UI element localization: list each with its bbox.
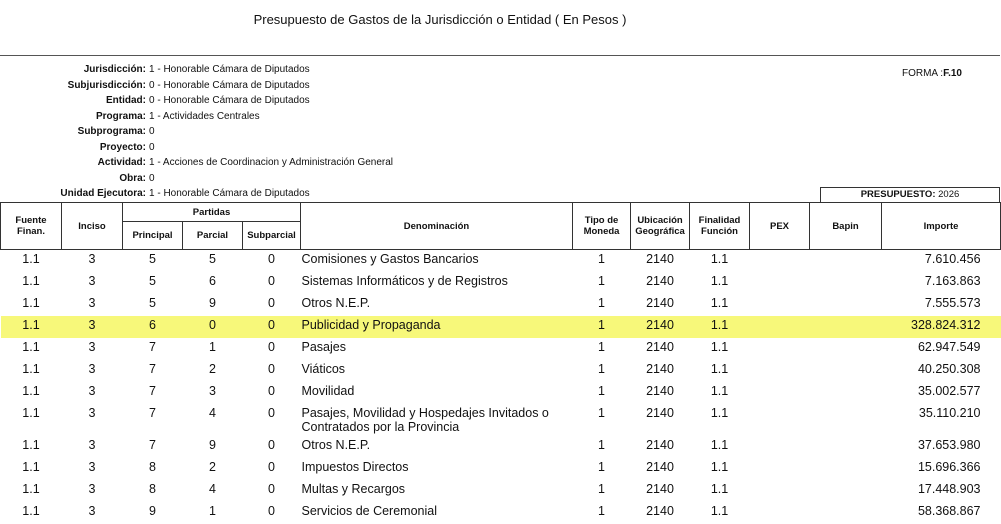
cell-tipo-moneda: 1 xyxy=(573,294,631,316)
meta-label: Entidad: xyxy=(0,93,149,109)
cell-parcial: 9 xyxy=(183,436,243,458)
cell-fuente: 1.1 xyxy=(1,458,62,480)
cell-ubicacion: 2140 xyxy=(631,250,690,273)
cell-inciso: 3 xyxy=(62,382,123,404)
cell-subparcial: 0 xyxy=(243,458,301,480)
table-row xyxy=(1,404,1001,436)
cell-denominacion: Comisiones y Gastos Bancarios xyxy=(301,250,573,273)
cell-subparcial: 0 xyxy=(243,338,301,360)
cell-parcial: 1 xyxy=(183,338,243,360)
meta-value: 0 xyxy=(149,124,155,140)
header-parcial: Parcial xyxy=(183,222,243,250)
meta-value: 0 - Honorable Cámara de Diputados xyxy=(149,93,310,109)
forma-label-text: FORMA : xyxy=(902,68,943,79)
meta-row xyxy=(0,155,800,171)
table-row xyxy=(1,250,1001,273)
cell-subparcial: 0 xyxy=(243,502,301,524)
presupuesto-label: PRESUPUESTO: xyxy=(861,189,936,200)
cell-inciso: 3 xyxy=(62,404,123,436)
cell-principal: 5 xyxy=(123,294,183,316)
cell-inciso: 3 xyxy=(62,294,123,316)
table-row xyxy=(1,382,1001,404)
cell-tipo-moneda: 1 xyxy=(573,480,631,502)
top-divider xyxy=(0,55,1000,56)
cell-pex xyxy=(750,436,810,458)
cell-principal: 8 xyxy=(123,480,183,502)
header-bapin: Bapin xyxy=(810,203,882,250)
meta-value: 0 - Honorable Cámara de Diputados xyxy=(149,78,310,94)
meta-value: 1 - Honorable Cámara de Diputados xyxy=(149,62,310,78)
table-row xyxy=(1,480,1001,502)
presupuesto-year: 2026 xyxy=(938,189,959,200)
cell-fuente: 1.1 xyxy=(1,338,62,360)
cell-inciso: 3 xyxy=(62,436,123,458)
cell-fuente: 1.1 xyxy=(1,436,62,458)
cell-finalidad: 1.1 xyxy=(690,382,750,404)
header-importe: Importe xyxy=(882,203,1001,250)
cell-denominacion: Movilidad xyxy=(301,382,573,404)
cell-ubicacion: 2140 xyxy=(631,338,690,360)
table-row xyxy=(1,458,1001,480)
cell-denominacion: Pasajes xyxy=(301,338,573,360)
table-row xyxy=(1,360,1001,382)
forma-label xyxy=(902,68,962,79)
meta-label: Actividad: xyxy=(0,155,149,171)
cell-tipo-moneda: 1 xyxy=(573,338,631,360)
cell-subparcial: 0 xyxy=(243,294,301,316)
cell-parcial: 2 xyxy=(183,458,243,480)
table-row xyxy=(1,338,1001,360)
header-ubicacion: Ubicación Geográfica xyxy=(631,203,690,250)
cell-finalidad: 1.1 xyxy=(690,480,750,502)
cell-fuente: 1.1 xyxy=(1,272,62,294)
cell-denominacion: Multas y Recargos xyxy=(301,480,573,502)
cell-inciso: 3 xyxy=(62,272,123,294)
cell-bapin xyxy=(810,502,882,524)
cell-ubicacion: 2140 xyxy=(631,436,690,458)
presupuesto-box xyxy=(820,187,1000,202)
cell-subparcial: 0 xyxy=(243,436,301,458)
cell-ubicacion: 2140 xyxy=(631,404,690,436)
cell-inciso: 3 xyxy=(62,458,123,480)
cell-principal: 7 xyxy=(123,436,183,458)
cell-bapin xyxy=(810,360,882,382)
meta-value: 1 - Acciones de Coordinacion y Administración General xyxy=(149,155,393,171)
cell-fuente: 1.1 xyxy=(1,316,62,338)
meta-value: 1 - Actividades Centrales xyxy=(149,109,260,125)
cell-principal: 7 xyxy=(123,360,183,382)
cell-finalidad: 1.1 xyxy=(690,404,750,436)
cell-importe: 328.824.312 xyxy=(882,316,1001,338)
cell-principal: 5 xyxy=(123,250,183,273)
cell-bapin xyxy=(810,404,882,436)
cell-tipo-moneda: 1 xyxy=(573,436,631,458)
cell-denominacion: Pasajes, Movilidad y Hospedajes Invitados o Contratados por la Provincia xyxy=(301,404,573,436)
cell-fuente: 1.1 xyxy=(1,404,62,436)
meta-label: Subjurisdicción: xyxy=(0,78,149,94)
cell-parcial: 2 xyxy=(183,360,243,382)
meta-row xyxy=(0,140,800,156)
cell-ubicacion: 2140 xyxy=(631,294,690,316)
cell-finalidad: 1.1 xyxy=(690,502,750,524)
cell-subparcial: 0 xyxy=(243,480,301,502)
cell-inciso: 3 xyxy=(62,360,123,382)
cell-ubicacion: 2140 xyxy=(631,480,690,502)
cell-bapin xyxy=(810,436,882,458)
cell-importe: 7.163.863 xyxy=(882,272,1001,294)
meta-label: Programa: xyxy=(0,109,149,125)
cell-ubicacion: 2140 xyxy=(631,316,690,338)
cell-pex xyxy=(750,294,810,316)
cell-bapin xyxy=(810,272,882,294)
cell-principal: 7 xyxy=(123,382,183,404)
cell-importe: 15.696.366 xyxy=(882,458,1001,480)
cell-fuente: 1.1 xyxy=(1,250,62,273)
meta-row xyxy=(0,124,800,140)
cell-bapin xyxy=(810,480,882,502)
table-row xyxy=(1,316,1001,338)
header-fuente: Fuente Finan. xyxy=(1,203,62,250)
meta-value: 1 - Honorable Cámara de Diputados xyxy=(149,186,310,202)
cell-tipo-moneda: 1 xyxy=(573,502,631,524)
header-subparcial: Subparcial xyxy=(243,222,301,250)
cell-subparcial: 0 xyxy=(243,272,301,294)
cell-parcial: 4 xyxy=(183,480,243,502)
meta-label: Obra: xyxy=(0,171,149,187)
cell-parcial: 9 xyxy=(183,294,243,316)
cell-finalidad: 1.1 xyxy=(690,338,750,360)
cell-pex xyxy=(750,272,810,294)
cell-importe: 17.448.903 xyxy=(882,480,1001,502)
budget-table xyxy=(0,202,1001,524)
cell-bapin xyxy=(810,294,882,316)
table-row xyxy=(1,436,1001,458)
cell-parcial: 4 xyxy=(183,404,243,436)
document-title: Presupuesto de Gastos de la Jurisdicción o Entidad ( En Pesos ) xyxy=(0,12,880,27)
table-body xyxy=(1,250,1001,524)
cell-pex xyxy=(750,382,810,404)
cell-ubicacion: 2140 xyxy=(631,502,690,524)
cell-principal: 9 xyxy=(123,502,183,524)
meta-value: 0 xyxy=(149,140,155,156)
meta-row xyxy=(0,93,800,109)
cell-fuente: 1.1 xyxy=(1,480,62,502)
cell-parcial: 0 xyxy=(183,316,243,338)
cell-tipo-moneda: 1 xyxy=(573,458,631,480)
table-row xyxy=(1,502,1001,524)
cell-pex xyxy=(750,338,810,360)
meta-row xyxy=(0,78,800,94)
cell-denominacion: Impuestos Directos xyxy=(301,458,573,480)
cell-pex xyxy=(750,316,810,338)
cell-ubicacion: 2140 xyxy=(631,458,690,480)
cell-fuente: 1.1 xyxy=(1,502,62,524)
cell-fuente: 1.1 xyxy=(1,382,62,404)
meta-row xyxy=(0,62,800,78)
cell-denominacion: Otros N.E.P. xyxy=(301,436,573,458)
cell-importe: 37.653.980 xyxy=(882,436,1001,458)
cell-inciso: 3 xyxy=(62,338,123,360)
cell-finalidad: 1.1 xyxy=(690,250,750,273)
meta-value: 0 xyxy=(149,171,155,187)
cell-pex xyxy=(750,502,810,524)
cell-subparcial: 0 xyxy=(243,250,301,273)
cell-fuente: 1.1 xyxy=(1,360,62,382)
cell-principal: 8 xyxy=(123,458,183,480)
cell-inciso: 3 xyxy=(62,250,123,273)
cell-parcial: 6 xyxy=(183,272,243,294)
cell-tipo-moneda: 1 xyxy=(573,316,631,338)
cell-parcial: 5 xyxy=(183,250,243,273)
meta-label: Jurisdicción: xyxy=(0,62,149,78)
forma-code: F.10 xyxy=(943,68,962,79)
meta-row xyxy=(0,109,800,125)
metadata-block xyxy=(0,62,800,202)
cell-tipo-moneda: 1 xyxy=(573,272,631,294)
cell-importe: 62.947.549 xyxy=(882,338,1001,360)
cell-bapin xyxy=(810,458,882,480)
cell-tipo-moneda: 1 xyxy=(573,360,631,382)
cell-tipo-moneda: 1 xyxy=(573,250,631,273)
cell-parcial: 1 xyxy=(183,502,243,524)
cell-subparcial: 0 xyxy=(243,316,301,338)
cell-ubicacion: 2140 xyxy=(631,272,690,294)
cell-denominacion: Viáticos xyxy=(301,360,573,382)
cell-finalidad: 1.1 xyxy=(690,316,750,338)
cell-finalidad: 1.1 xyxy=(690,294,750,316)
cell-pex xyxy=(750,480,810,502)
cell-denominacion: Sistemas Informáticos y de Registros xyxy=(301,272,573,294)
cell-parcial: 3 xyxy=(183,382,243,404)
cell-principal: 5 xyxy=(123,272,183,294)
header-principal: Principal xyxy=(123,222,183,250)
cell-inciso: 3 xyxy=(62,480,123,502)
table-row xyxy=(1,272,1001,294)
cell-bapin xyxy=(810,250,882,273)
cell-finalidad: 1.1 xyxy=(690,272,750,294)
cell-principal: 6 xyxy=(123,316,183,338)
cell-ubicacion: 2140 xyxy=(631,382,690,404)
header-inciso: Inciso xyxy=(62,203,123,250)
cell-inciso: 3 xyxy=(62,502,123,524)
cell-subparcial: 0 xyxy=(243,382,301,404)
header-partidas: Partidas xyxy=(123,203,301,222)
cell-importe: 7.610.456 xyxy=(882,250,1001,273)
header-denominacion: Denominación xyxy=(301,203,573,250)
cell-principal: 7 xyxy=(123,404,183,436)
cell-subparcial: 0 xyxy=(243,360,301,382)
cell-pex xyxy=(750,404,810,436)
cell-tipo-moneda: 1 xyxy=(573,382,631,404)
cell-denominacion: Publicidad y Propaganda xyxy=(301,316,573,338)
meta-label: Proyecto: xyxy=(0,140,149,156)
cell-finalidad: 1.1 xyxy=(690,436,750,458)
cell-denominacion: Otros N.E.P. xyxy=(301,294,573,316)
cell-ubicacion: 2140 xyxy=(631,360,690,382)
header-pex: PEX xyxy=(750,203,810,250)
cell-bapin xyxy=(810,338,882,360)
table-row xyxy=(1,294,1001,316)
cell-importe: 7.555.573 xyxy=(882,294,1001,316)
meta-row xyxy=(0,171,800,187)
header-tipo-moneda: Tipo de Moneda xyxy=(573,203,631,250)
cell-pex xyxy=(750,360,810,382)
cell-principal: 7 xyxy=(123,338,183,360)
cell-importe: 40.250.308 xyxy=(882,360,1001,382)
cell-inciso: 3 xyxy=(62,316,123,338)
cell-denominacion: Servicios de Ceremonial xyxy=(301,502,573,524)
header-finalidad: Finalidad Función xyxy=(690,203,750,250)
cell-importe: 58.368.867 xyxy=(882,502,1001,524)
cell-subparcial: 0 xyxy=(243,404,301,436)
cell-importe: 35.110.210 xyxy=(882,404,1001,436)
cell-fuente: 1.1 xyxy=(1,294,62,316)
meta-row xyxy=(0,186,800,202)
cell-finalidad: 1.1 xyxy=(690,360,750,382)
cell-bapin xyxy=(810,316,882,338)
cell-pex xyxy=(750,250,810,273)
cell-bapin xyxy=(810,382,882,404)
meta-label: Unidad Ejecutora: xyxy=(0,186,149,202)
cell-tipo-moneda: 1 xyxy=(573,404,631,436)
cell-finalidad: 1.1 xyxy=(690,458,750,480)
cell-pex xyxy=(750,458,810,480)
meta-label: Subprograma: xyxy=(0,124,149,140)
cell-importe: 35.002.577 xyxy=(882,382,1001,404)
